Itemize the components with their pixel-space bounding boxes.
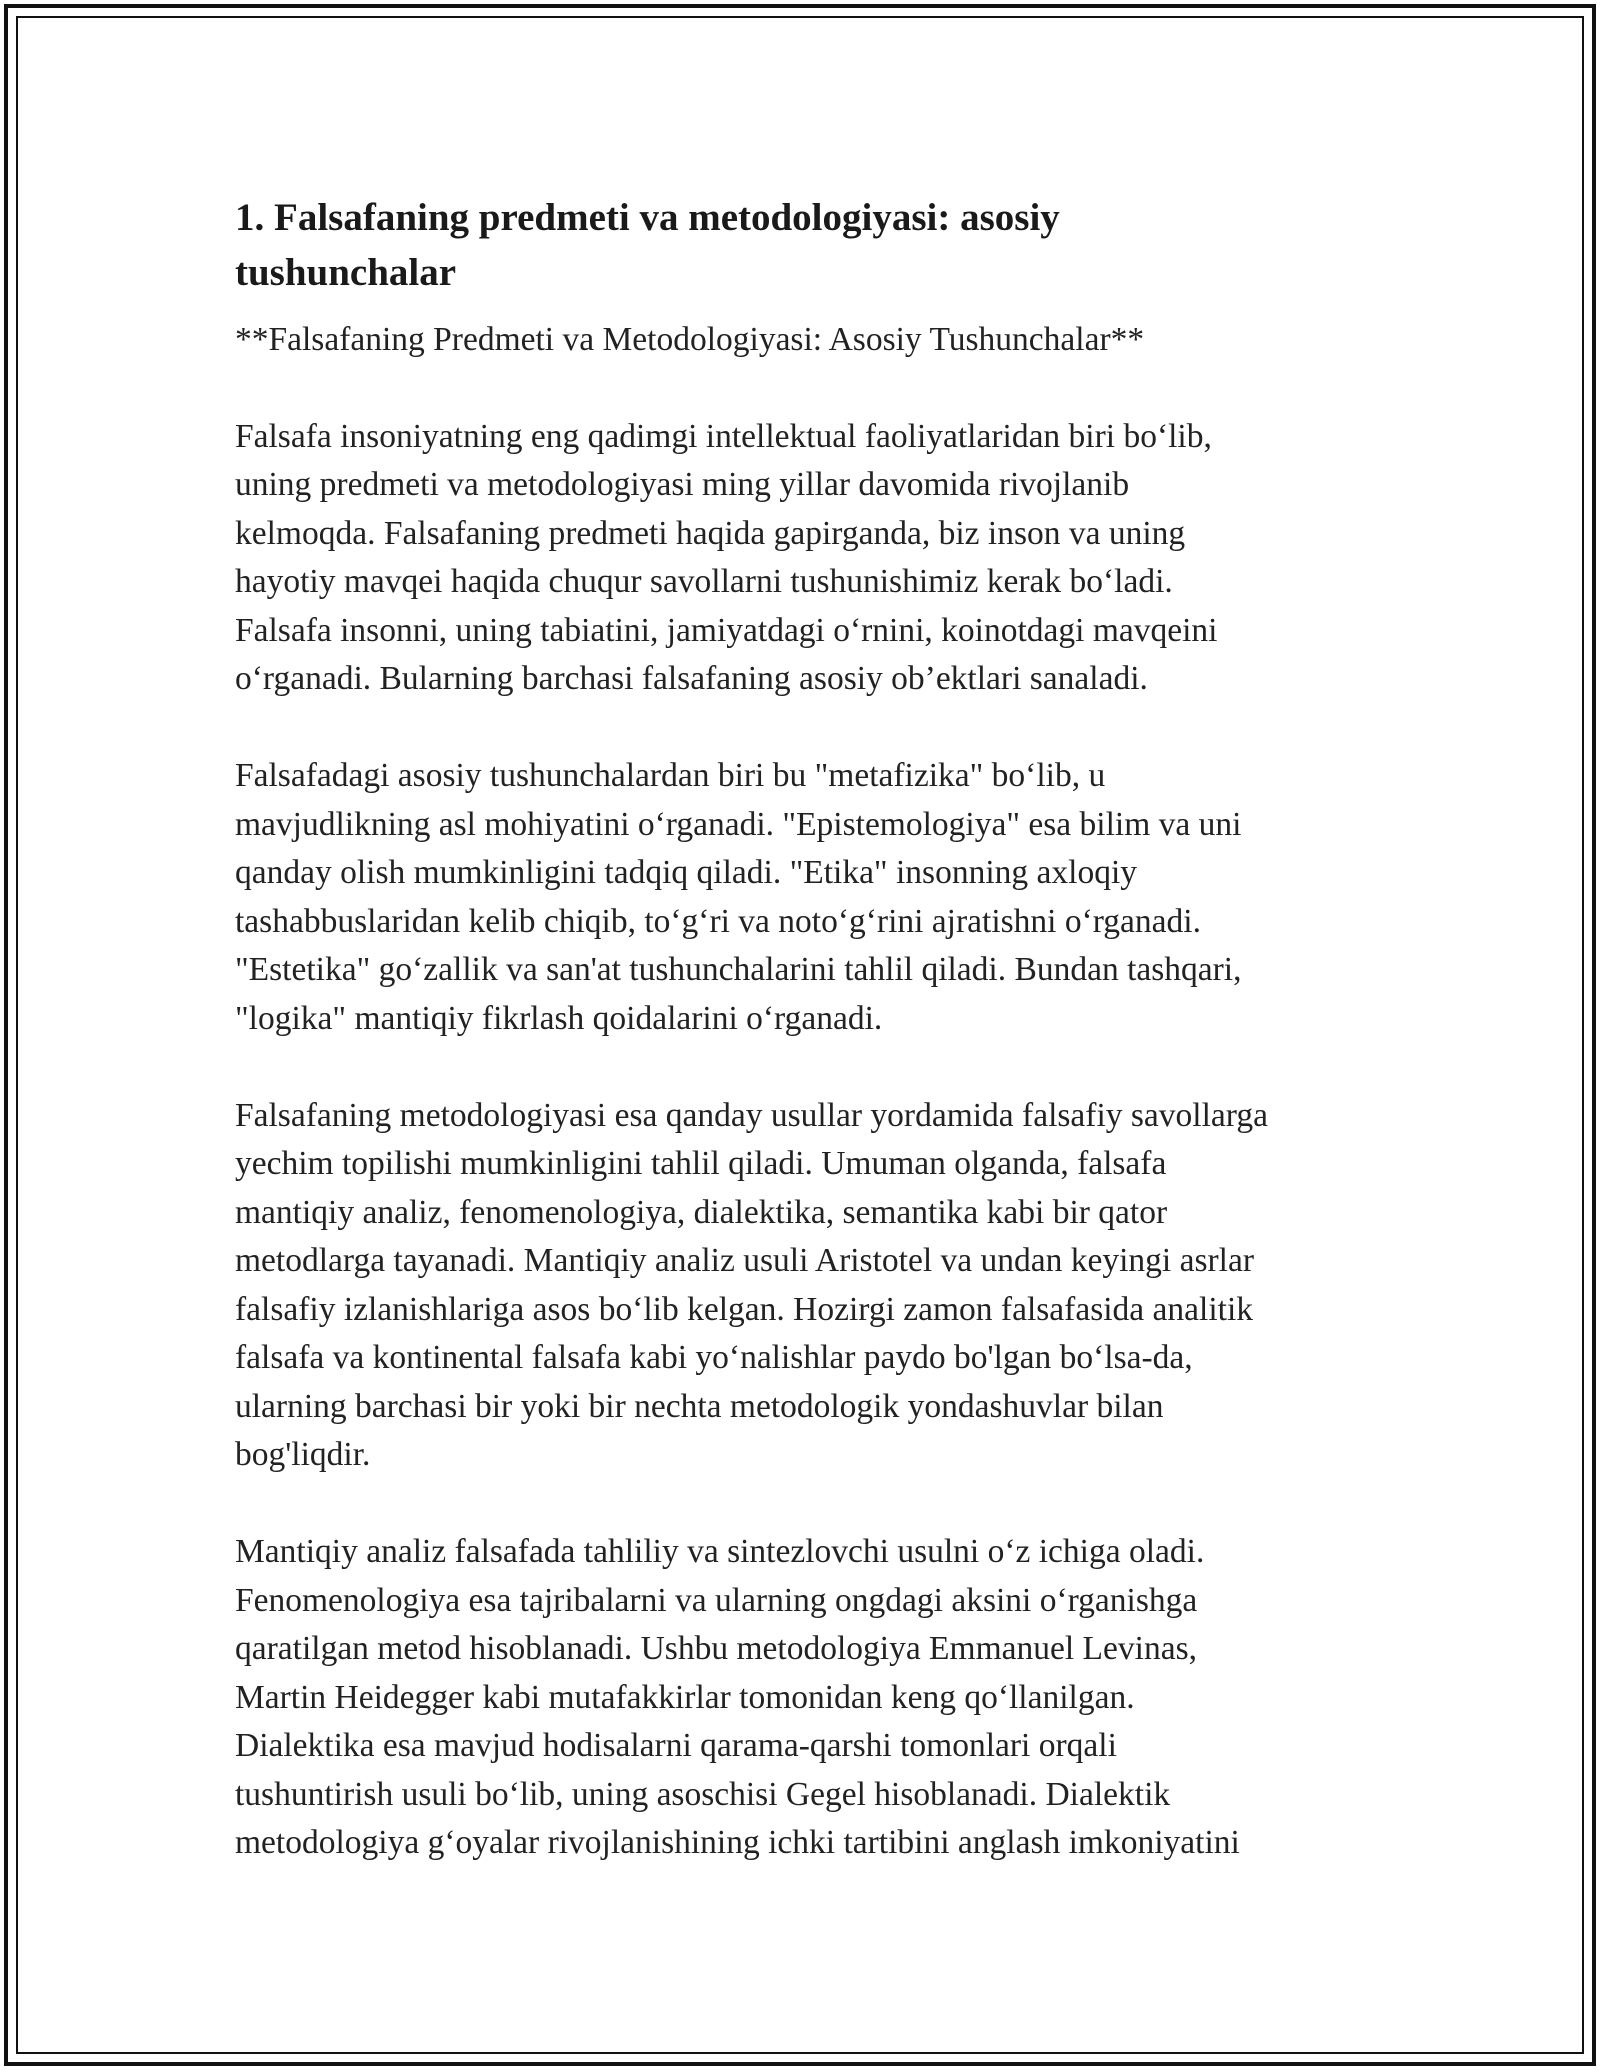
text-line: yechim topilishi mumkinligini tahlil qiladi. Umuman olganda, falsafa: [235, 1145, 1167, 1182]
paragraph-1: [235, 413, 1385, 704]
paragraph-4: [235, 1528, 1385, 1868]
document-subtitle: **Falsafaning Predmeti va Metodologiyasi: Asosiy Tushunchalar**: [235, 321, 1145, 358]
text-line: "logika" mantiqiy fikrlash qoidalarini o‘rganadi.: [235, 999, 883, 1037]
text-line: Martin Heidegger kabi mutafakkirlar tomonidan keng qo‘llanilgan.: [235, 1678, 1135, 1716]
text-line: tashabbuslaridan kelib chiqib, to‘g‘ri va noto‘g‘rini ajratishni o‘rganadi.: [235, 902, 1201, 940]
title-line: tushunchalar: [235, 251, 457, 294]
text-line: uning predmeti va metodologiyasi ming yillar davomida rivojlanib: [235, 466, 1130, 503]
text-line: metodologiya g‘oyalar rivojlanishining ichki tartibini anglash imkoniyatini: [235, 1824, 1240, 1861]
paragraph-2: [235, 752, 1385, 1043]
text-line: ularning barchasi bir yoki bir nechta metodologik yondashuvlar bilan: [235, 1387, 1164, 1425]
text-line: Mantiqiy analiz falsafada tahliliy va sintezlovchi usulni o‘z ichiga oladi.: [235, 1533, 1205, 1570]
text-line: bog'liqdir.: [235, 1436, 371, 1473]
text-line: falsafiy izlanishlariga asos bo‘lib kelgan. Hozirgi zamon falsafasida analitik: [235, 1290, 1254, 1328]
text-line: mantiqiy analiz, fenomenologiya, dialektika, semantika kabi bir qator: [235, 1193, 1168, 1231]
text-line: Dialektika esa mavjud hodisalarni qarama-qarshi tomonlari orqali: [235, 1727, 1117, 1764]
text-line: Falsafaning metodologiyasi esa qanday usullar yordamida falsafiy savollarga: [235, 1096, 1268, 1134]
text-line: Fenomenologiya esa tajribalarni va ularning ongdagi aksini o‘rganishga: [235, 1581, 1198, 1619]
text-line: mavjudlikning asl mohiyatini o‘rganadi. "Epistemologiya" esa bilim va uni: [235, 805, 1242, 843]
paragraph-3: [235, 1092, 1385, 1480]
text-line: Falsafa insonni, uning tabiatini, jamiyatdagi o‘rnini, koinotdagi mavqeini: [235, 611, 1218, 649]
text-line: Falsafa insoniyatning eng qadimgi intellektual faoliyatlaridan biri bo‘lib,: [235, 417, 1212, 455]
text-line: tushuntirish usuli bo‘lib, uning asoschisi Gegel hisoblanadi. Dialektik: [235, 1775, 1171, 1813]
text-line: hayotiy mavqei haqida chuqur savollarni tushunishimiz kerak bo‘ladi.: [235, 563, 1173, 600]
text-line: qaratilgan metod hisoblanadi. Ushbu metodologiya Emmanuel Levinas,: [235, 1630, 1197, 1667]
document-title: [235, 190, 1385, 300]
text-line: Falsafadagi asosiy tushunchalardan biri bu "metafizika" bo‘lib, u: [235, 757, 1106, 794]
text-line: metodlarga tayanadi. Mantiqiy analiz usuli Aristotel va undan keyingi asrlar: [235, 1242, 1255, 1279]
document-body: [235, 190, 1385, 1916]
text-line: "Estetika" go‘zallik va san'at tushunchalarini tahlil qiladi. Bundan tashqari,: [235, 951, 1242, 988]
text-line: falsafa va kontinental falsafa kabi yo‘nalishlar paydo bo'lgan bo‘lsa-da,: [235, 1339, 1193, 1376]
text-line: kelmoqda. Falsafaning predmeti haqida gapirganda, biz inson va uning: [235, 514, 1186, 552]
text-line: qanday olish mumkinligini tadqiq qiladi. "Etika" insonning axloqiy: [235, 854, 1137, 891]
text-line: o‘rganadi. Bularning barchasi falsafaning asosiy ob’ektlari sanaladi.: [235, 660, 1148, 697]
title-line: 1. Falsafaning predmeti va metodologiyasi: asosiy: [235, 196, 1060, 239]
